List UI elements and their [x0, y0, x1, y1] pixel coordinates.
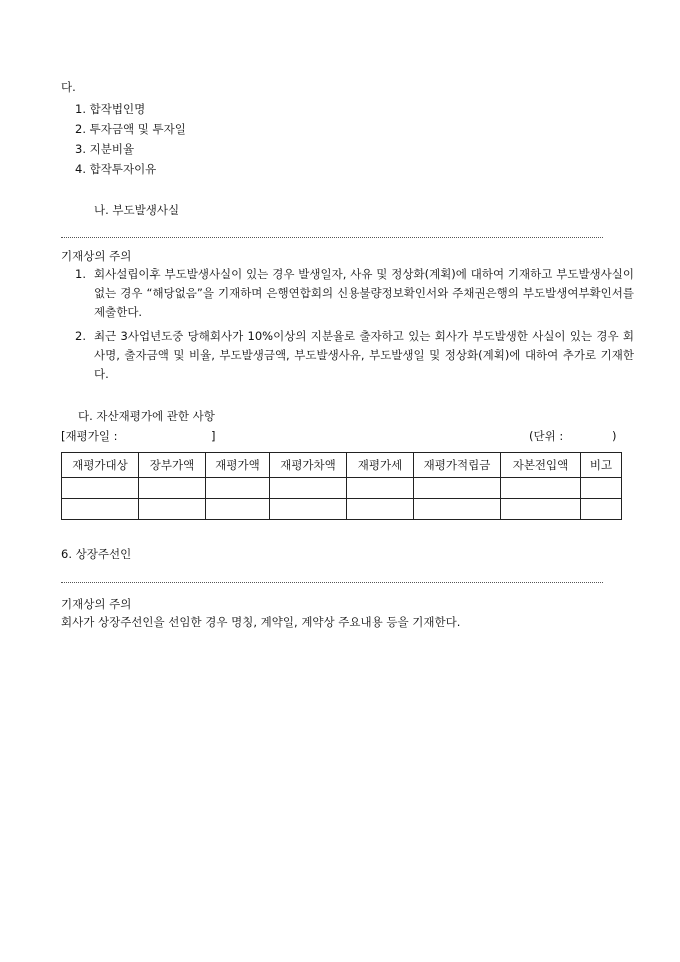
list-item: 2. 투자금액 및 투자일 [75, 122, 186, 136]
note-number: 1. [75, 267, 86, 281]
table-cell [139, 478, 206, 499]
notes-title: 기재상의 주의 [61, 249, 132, 263]
table-cell [139, 499, 206, 520]
note-paragraph: 회사설립이후 부도발생사실이 있는 경우 발생일자, 사유 및 정상화(계획)에 대하여 기재하고 부도발생사실이 없는 경우 “해당없음”을 기재하며 은행연합회의 신용불량정보확인서와 주채권은행의 부도발생여부확인서를 제출한다. [94, 267, 634, 319]
table-header-row [62, 453, 622, 478]
list-item: 3. 지분비율 [75, 142, 135, 156]
table-cell [501, 478, 581, 499]
table-cell [501, 499, 581, 520]
revaluation-date-open: [재평가일 : [61, 429, 118, 443]
column-header: 장부가액 [139, 453, 206, 478]
unit-close: ) [612, 429, 617, 443]
dotted-divider [61, 582, 603, 583]
table-row [62, 478, 622, 499]
column-header: 재평가액 [206, 453, 270, 478]
note-paragraph: 회사가 상장주선인을 선임한 경우 명칭, 계약일, 계약상 주요내용 등을 기재한다. [61, 615, 461, 629]
unit-label: (단위 : [529, 429, 564, 443]
table-cell [347, 499, 414, 520]
section-revaluation-heading: 다. 자산재평가에 관한 사항 [78, 409, 215, 423]
section-da-heading: 다. [61, 80, 76, 94]
dotted-divider [61, 237, 603, 238]
table-cell [414, 478, 501, 499]
table-cell [206, 478, 270, 499]
table-cell [62, 499, 139, 520]
table-cell [270, 478, 347, 499]
column-header: 재평가대상 [62, 453, 139, 478]
table-cell [581, 478, 622, 499]
table-cell [581, 499, 622, 520]
table-cell [206, 499, 270, 520]
column-header: 재평가차액 [270, 453, 347, 478]
table-cell [270, 499, 347, 520]
list-item: 1. 합작법인명 [75, 102, 146, 116]
section-na-heading: 나. 부도발생사실 [94, 203, 180, 217]
section-6-heading: 6. 상장주선인 [61, 547, 132, 561]
note-paragraph: 최근 3사업년도중 당해회사가 10%이상의 지분율로 출자하고 있는 회사가 부도발생한 사실이 있는 경우 회사명, 출자금액 및 비율, 부도발생금액, 부도발생사유, 부도발생일 및 정상화(계획)에 대하여 추가로 기재한다. [94, 329, 634, 381]
column-header: 자본전입액 [501, 453, 581, 478]
revaluation-date-label [61, 428, 117, 444]
revaluation-date-close: ] [211, 429, 216, 443]
table-cell [347, 478, 414, 499]
column-header: 비고 [581, 453, 622, 478]
note-number: 2. [75, 329, 86, 343]
revaluation-table [61, 452, 622, 520]
table-cell [414, 499, 501, 520]
notes-title: 기재상의 주의 [61, 597, 132, 611]
column-header: 재평가세 [347, 453, 414, 478]
table-cell [62, 478, 139, 499]
table-row [62, 499, 622, 520]
column-header: 재평가적립금 [414, 453, 501, 478]
list-item: 4. 합작투자이유 [75, 162, 157, 176]
